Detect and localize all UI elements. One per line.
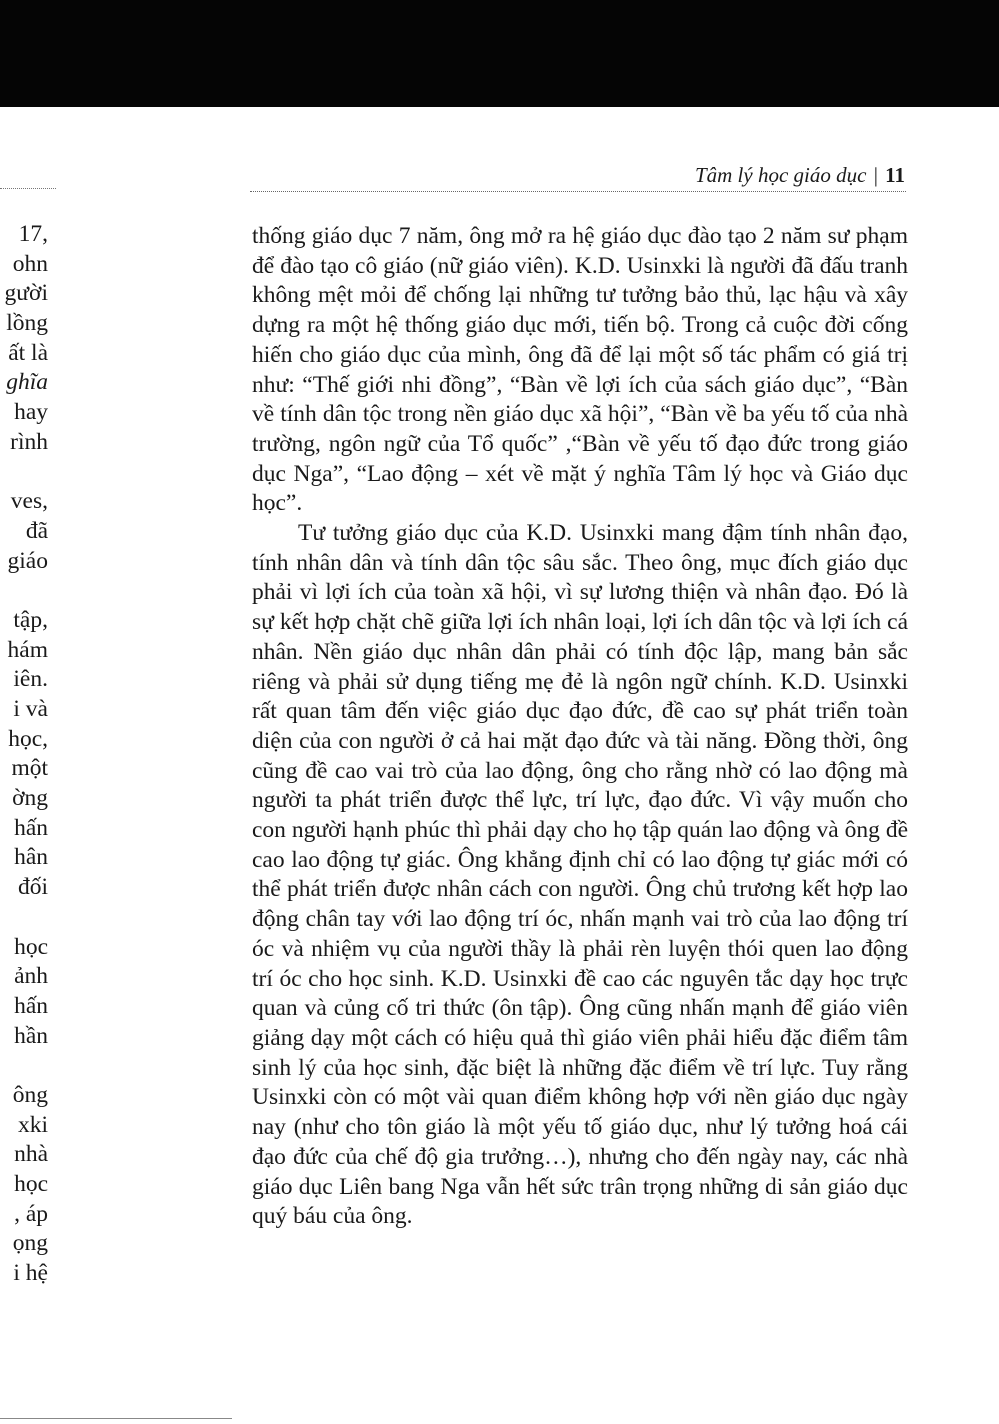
previous-page-fragment: rình <box>10 428 48 455</box>
previous-page-fragment: ảnh <box>14 963 48 990</box>
previous-page-fragment: lồng <box>6 310 48 337</box>
previous-page-fragment <box>0 458 48 488</box>
previous-page-fragment: ves, <box>10 488 48 515</box>
previous-page-fragment: ghĩa <box>6 369 48 396</box>
previous-page-fragment <box>0 1051 48 1081</box>
previous-page-fragment: ohn <box>12 250 48 277</box>
previous-page-fragment: i hệ <box>13 1260 48 1287</box>
previous-page-fragment: đã <box>25 517 48 544</box>
previous-page-fragment: giáo <box>7 547 48 574</box>
previous-page-text-fragments <box>0 220 48 1289</box>
previous-page-fragment: i và <box>13 696 48 722</box>
previous-page-fragment: hay <box>14 399 48 426</box>
previous-page-fragment: , áp <box>14 1200 48 1227</box>
body-text <box>252 222 908 1232</box>
previous-page-fragment: hần <box>14 1022 48 1049</box>
previous-page-fragment: học <box>14 1171 48 1197</box>
previous-page-fragment <box>0 903 48 933</box>
paragraph-2: Tư tưởng giáo dục của K.D. Usinxki mang đậm tính nhân đạo, tính nhân dân và tính dân tộc sâu sắc. Theo ông, mục đích giáo dục phải vì lợi ích của toàn xã hội, vì sự lương thiện và nhân đạo. Đó là sự kết hợp chặt chẽ giữa lợi ích nhân loại, lợi ích dân tộc và lợi ích cá nhân. Nền giáo dục nhân dân phải có tính độc lập, mang bản sắc riêng và phải sử dụng tiếng mẹ đẻ là ngôn ngữ chính. K.D. Usinxki rất quan tâm đến việc giáo dục đạo đức, đề cao sự phát triển toàn diện của con người ở cả hai mặt đạo đức và tài năng. Đồng thời, ông cũng đề cao vai trò của lao động, ông cho rằng nhờ có lao động mà người ta phát triển được thể lực, trí lực, đạo đức. Vì vậy muốn cho con người hạnh phúc thì phải dạy cho họ tập quán lao động và ông đề cao lao động tự giác. Ông khẳng định chỉ có lao động tự giác mới có thể phát triển được nhân cách con người. Ông chủ trương kết hợp lao động chân tay với lao động trí óc, nhấn mạnh vai trò của lao động trí óc và nhiệm vụ của người thầy là phải rèn luyện thói quen lao động trí óc cho học sinh. K.D. Usinxki đề cao các nguyên tắc dạy học trực quan và củng cố tri thức (ôn tập). Ông cũng nhấn mạnh để giáo viên giảng dạy một cách có hiệu quả thì giáo viên phải hiểu đặc điểm tâm sinh lý của học sinh, đặc biệt là những đặc điểm về trí lực. Tuy rằng Usinxki còn có một vài quan điểm không hợp với nền giáo dục ngày nay (như cho tôn giáo là một yếu tố giáo dục, như lý tưởng hoá cái đạo đức của chế độ gia trưởng…), nhưng cho đến ngày nay, các nhà giáo dục Liên bang Nga vẫn hết sức trân trọng những di sản giáo dục quý báu của ông. <box>252 520 908 1230</box>
page-number: 11 <box>885 163 905 187</box>
header-rule <box>250 191 906 192</box>
running-header-title: Tâm lý học giáo dục <box>694 163 867 187</box>
paragraph-1: thống giáo dục 7 năm, ông mở ra hệ giáo dục đào tạo 2 năm sư phạm để đào tạo cô giáo (nữ giáo viên). K.D. Usinxki là người đã đấu tranh không mệt mỏi để chống lại những tư tưởng bảo thủ, lạc hậu và xây dựng ra một hệ thống giáo dục mới, tiến bộ. Trong cả cuộc đời cống hiến cho giáo dục của mình, ông đã để lại một số tác phẩm có giá trị như: “Thế giới nhi đồng”, “Bàn về lợi ích của sách giáo dục”, “Bàn về tính dân tộc trong nền giáo dục xã hội”, “Bàn về ba yếu tố của nhà trường, ngôn ngữ của Tổ quốc” ,“Bàn về yếu tố đạo đức trong giáo dục Nga”, “Lao động – xét về mặt ý nghĩa Tâm lý học và Giáo dục học”. <box>252 223 908 517</box>
previous-page-fragment: xki <box>17 1111 48 1138</box>
previous-page-fragment <box>0 576 48 606</box>
previous-page-fragment: nhà <box>14 1141 48 1168</box>
previous-page-fragment: hám <box>7 636 48 663</box>
running-header-separator: | <box>873 163 878 187</box>
previous-page-fragment: học <box>14 933 48 960</box>
previous-page-fragment: 17, <box>18 221 48 247</box>
bottom-edge-rule <box>0 1418 232 1419</box>
previous-page-fragment: ọng <box>12 1230 48 1257</box>
previous-page-fragment: một <box>11 755 48 782</box>
previous-page-fragment: hấn <box>14 992 48 1019</box>
previous-page-header-rule <box>0 188 56 189</box>
previous-page-fragment: học, <box>8 725 48 752</box>
previous-page-fragment: ờng <box>12 785 48 812</box>
running-header <box>600 163 905 191</box>
previous-page-fragment: iên. <box>13 666 48 693</box>
scan-top-dark-band <box>0 0 999 107</box>
previous-page-fragment: tập, <box>13 606 48 633</box>
previous-page-fragment: ông <box>12 1081 48 1108</box>
previous-page-fragment: ất là <box>8 339 48 366</box>
previous-page-fragment: hấn <box>14 814 48 841</box>
previous-page-fragment: đối <box>17 874 48 901</box>
previous-page-fragment: gười <box>4 280 48 307</box>
previous-page-fragment: hân <box>14 844 48 871</box>
